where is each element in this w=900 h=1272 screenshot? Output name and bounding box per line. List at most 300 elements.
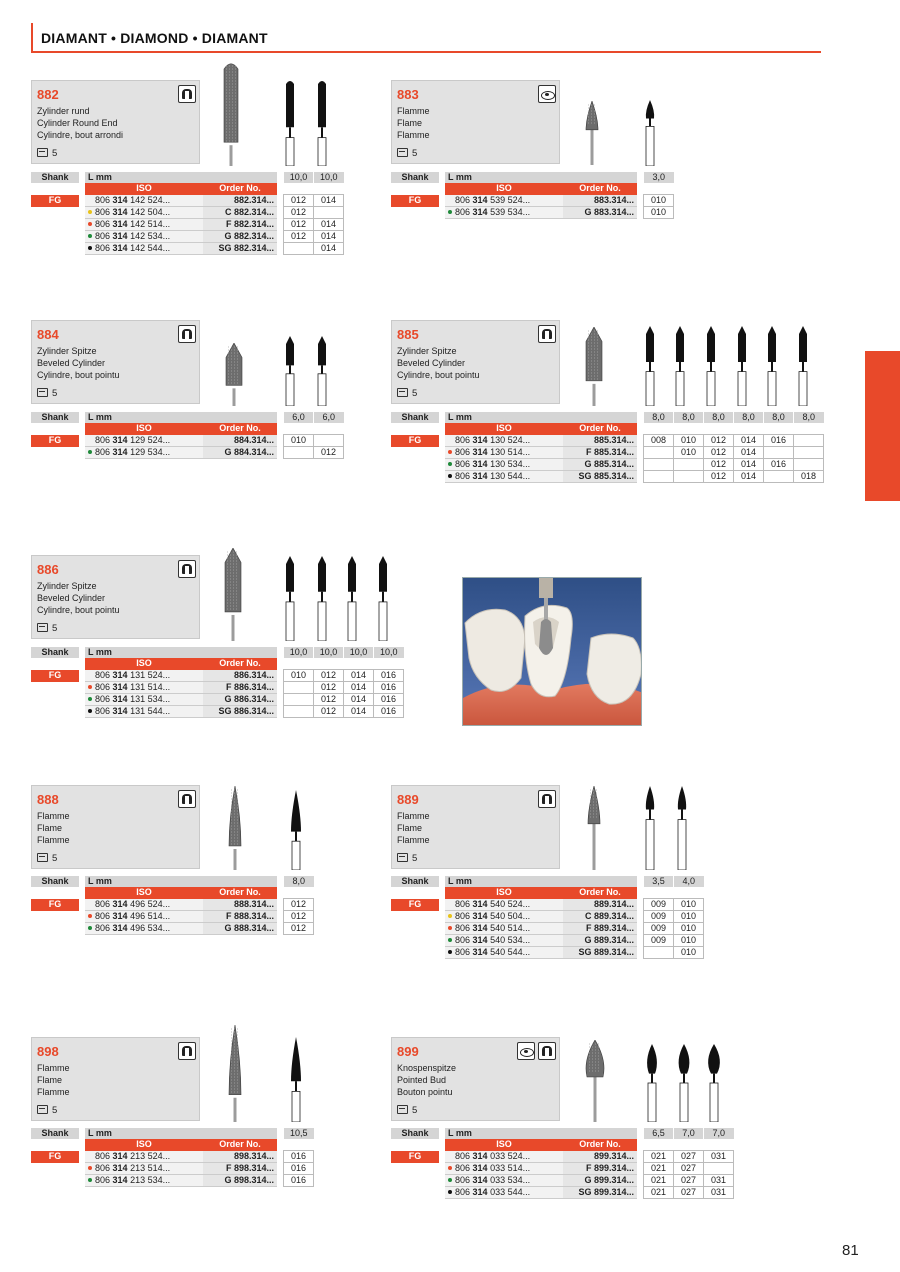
- iso-number: [85, 207, 203, 219]
- product-name-line: Zylinder Spitze: [37, 346, 97, 356]
- length-value: 4,0: [674, 876, 704, 887]
- product-number: 884: [37, 327, 59, 342]
- pack-quantity: [37, 1105, 57, 1116]
- size-cell: 027: [674, 1163, 704, 1175]
- order-number: F 899.314...: [563, 1163, 637, 1175]
- grit-dot-icon: [88, 914, 92, 918]
- length-value: 10,0: [374, 647, 404, 658]
- iso-suffix: 131 514...: [127, 682, 171, 692]
- grit-dot-icon: [448, 938, 452, 942]
- size-cell: 012: [314, 682, 344, 694]
- lmm-label: L mm: [85, 647, 277, 658]
- iso-number: [445, 899, 563, 911]
- bur-photo-883: [577, 101, 607, 167]
- iso-suffix: 540 534...: [487, 935, 531, 945]
- length-value: 7,0: [674, 1128, 704, 1139]
- iso-number: [445, 935, 563, 947]
- pack-count: 5: [412, 148, 418, 159]
- size-cell: 010: [674, 911, 704, 923]
- iso-shank-code: 314: [112, 1163, 128, 1173]
- bur-silhouette-icon: [280, 336, 300, 406]
- size-cell: 016: [374, 706, 404, 718]
- iso-suffix: 129 524...: [127, 434, 171, 445]
- order-header: Order No.: [203, 1139, 277, 1151]
- iso-shank-code: 314: [112, 1150, 128, 1161]
- product-name-line: Cylindre, bout pointu: [37, 605, 120, 615]
- iso-number: [445, 1151, 563, 1163]
- tooth-icon: [538, 1042, 556, 1060]
- package-icon: [397, 1105, 408, 1114]
- size-cell: [644, 471, 674, 483]
- column-header-row: [391, 423, 824, 435]
- shank-type-badge: FG: [391, 435, 439, 447]
- size-cell: 027: [674, 1187, 704, 1199]
- bur-silhouette-icon: [793, 326, 813, 406]
- size-cell: [674, 459, 704, 471]
- size-cell: 012: [284, 195, 314, 207]
- size-cell: 010: [674, 947, 704, 959]
- size-cell: 014: [734, 459, 764, 471]
- length-value: 6,0: [284, 412, 314, 423]
- order-number: 883.314...: [563, 195, 637, 207]
- iso-shank-code: 314: [112, 706, 128, 716]
- size-cell: 010: [674, 435, 704, 447]
- package-icon: [397, 388, 408, 397]
- iso-number: [445, 1187, 563, 1199]
- product-names: [37, 580, 120, 616]
- iso-prefix: 806: [455, 434, 473, 445]
- order-number: C 889.314...: [563, 911, 637, 923]
- spec-table-885: [391, 412, 824, 483]
- iso-prefix: 806: [455, 459, 473, 469]
- product-name-line: Flamme: [37, 1087, 70, 1097]
- length-value: 8,0: [644, 412, 674, 423]
- size-cell: [284, 243, 314, 255]
- bur-silhouette-icon: [732, 326, 752, 406]
- iso-suffix: 033 544...: [487, 1187, 531, 1197]
- shank-label: Shank: [391, 876, 439, 887]
- size-cell: 010: [284, 670, 314, 682]
- iso-prefix: 806: [455, 923, 473, 933]
- iso-prefix: 806: [95, 1175, 113, 1185]
- page-number: 81: [842, 1242, 859, 1259]
- product-block-886: [31, 555, 201, 641]
- product-name-line: Pointed Bud: [397, 1075, 447, 1085]
- length-value: 10,0: [284, 172, 314, 183]
- bur-silhouette-icon: [762, 326, 782, 406]
- iso-shank-code: 314: [472, 947, 488, 957]
- product-name-line: Flamme: [37, 1063, 70, 1073]
- iso-shank-code: 314: [112, 447, 128, 457]
- iso-suffix: 130 544...: [487, 471, 531, 481]
- iso-suffix: 131 534...: [127, 694, 171, 704]
- size-cell: [314, 207, 344, 219]
- spec-table-883: [391, 172, 674, 219]
- length-value: 8,0: [734, 412, 764, 423]
- grit-dot-icon: [448, 450, 452, 454]
- table-row: [391, 923, 704, 935]
- iso-header: ISO: [445, 423, 563, 435]
- size-cell: 010: [644, 207, 674, 219]
- pack-quantity: [37, 388, 57, 399]
- application-icons: [178, 85, 196, 103]
- product-names: [37, 345, 120, 381]
- bur-silhouette-icon: [373, 556, 393, 641]
- size-cell: 009: [644, 899, 674, 911]
- iso-suffix: 131 524...: [127, 669, 171, 680]
- size-cell: 014: [314, 231, 344, 243]
- iso-shank-code: 314: [112, 923, 128, 933]
- product-name-line: Flamme: [37, 811, 70, 821]
- length-value: 6,5: [644, 1128, 674, 1139]
- iso-number: [85, 923, 203, 935]
- bur-photo-886: [218, 548, 248, 643]
- size-cell: 031: [704, 1187, 734, 1199]
- spec-table-889: [391, 876, 704, 959]
- iso-prefix: 806: [95, 219, 113, 229]
- iso-suffix: 130 534...: [487, 459, 531, 469]
- pack-quantity: [397, 388, 417, 399]
- pack-quantity: [397, 1105, 417, 1116]
- table-row: [31, 911, 314, 923]
- pack-count: 5: [412, 853, 418, 864]
- application-icons: [538, 790, 556, 808]
- table-row: [31, 670, 404, 682]
- bur-silhouette-icon: [640, 326, 660, 406]
- size-cell: [764, 447, 794, 459]
- iso-number: [445, 923, 563, 935]
- iso-shank-code: 314: [472, 207, 488, 217]
- length-row: [391, 412, 824, 423]
- size-cell: 009: [644, 911, 674, 923]
- shank-label: Shank: [31, 412, 79, 423]
- product-number: 882: [37, 87, 59, 102]
- iso-suffix: 129 534...: [127, 447, 171, 457]
- iso-suffix: 142 544...: [127, 243, 171, 253]
- grit-dot-icon: [88, 697, 92, 701]
- iso-number: [85, 899, 203, 911]
- iso-shank-code: 314: [112, 194, 128, 205]
- size-cell: 021: [644, 1163, 674, 1175]
- product-name-line: Flamme: [37, 835, 70, 845]
- size-cell: 016: [764, 435, 794, 447]
- grit-dot-icon: [88, 1166, 92, 1170]
- table-row: [391, 899, 704, 911]
- package-icon: [37, 388, 48, 397]
- iso-suffix: 142 504...: [127, 207, 171, 217]
- tooth-icon: [178, 85, 196, 103]
- column-header-row: [31, 658, 404, 670]
- length-row: [391, 172, 674, 183]
- product-name-line: Flamme: [397, 130, 430, 140]
- bur-silhouette-icon: [674, 1044, 694, 1122]
- size-cell: 010: [674, 923, 704, 935]
- iso-prefix: 806: [95, 447, 113, 457]
- iso-prefix: 806: [455, 935, 473, 945]
- order-number: C 882.314...: [203, 207, 277, 219]
- iso-suffix: 496 524...: [127, 898, 171, 909]
- iso-number: [445, 459, 563, 471]
- length-row: [391, 1128, 734, 1139]
- size-cell: 016: [374, 694, 404, 706]
- order-number: F 898.314...: [203, 1163, 277, 1175]
- grit-dot-icon: [448, 210, 452, 214]
- bur-photo-898: [220, 1025, 250, 1124]
- grit-dot-icon: [88, 685, 92, 689]
- size-cell: [794, 447, 824, 459]
- order-number: G 888.314...: [203, 923, 277, 935]
- iso-prefix: 806: [455, 207, 473, 217]
- size-cell: 012: [284, 923, 314, 935]
- iso-number: [85, 670, 203, 682]
- product-name-line: Beveled Cylinder: [397, 358, 466, 368]
- table-row: [31, 1151, 314, 1163]
- iso-prefix: 806: [95, 911, 113, 921]
- application-icons: [517, 1042, 556, 1060]
- order-number: SG 899.314...: [563, 1187, 637, 1199]
- table-row: [31, 447, 344, 459]
- size-cell: 014: [734, 447, 764, 459]
- order-number: F 888.314...: [203, 911, 277, 923]
- size-cell: 012: [284, 219, 314, 231]
- product-number: 886: [37, 562, 59, 577]
- iso-prefix: 806: [95, 1163, 113, 1173]
- product-names: [397, 105, 430, 141]
- tooth-icon: [178, 325, 196, 343]
- table-row: [31, 195, 344, 207]
- product-names: [397, 345, 480, 381]
- grit-dot-icon: [88, 926, 92, 930]
- product-name-line: Flame: [397, 118, 423, 128]
- iso-suffix: 213 514...: [127, 1163, 171, 1173]
- product-name-line: Zylinder Spitze: [37, 581, 97, 591]
- crown-icon: [517, 1042, 535, 1060]
- product-name-line: Zylinder Spitze: [397, 346, 457, 356]
- iso-suffix: 539 524...: [487, 194, 531, 205]
- shank-label: Shank: [391, 172, 439, 183]
- iso-shank-code: 314: [112, 219, 128, 229]
- order-number: G 882.314...: [203, 231, 277, 243]
- length-value: 10,0: [284, 647, 314, 658]
- order-number: F 889.314...: [563, 923, 637, 935]
- length-value: 8,0: [764, 412, 794, 423]
- table-row: [31, 923, 314, 935]
- iso-shank-code: 314: [472, 434, 488, 445]
- iso-shank-code: 314: [472, 459, 488, 469]
- shank-label: Shank: [391, 1128, 439, 1139]
- product-number: 888: [37, 792, 59, 807]
- table-row: [391, 947, 704, 959]
- grit-dot-icon: [88, 222, 92, 226]
- pack-quantity: [37, 148, 57, 159]
- table-row: [31, 207, 344, 219]
- iso-number: [85, 195, 203, 207]
- iso-number: [445, 1163, 563, 1175]
- iso-header: ISO: [85, 887, 203, 899]
- table-row: [391, 471, 824, 483]
- shank-type-badge: FG: [391, 899, 439, 911]
- size-cell: 012: [284, 911, 314, 923]
- product-name-line: Cylindre, bout pointu: [397, 370, 480, 380]
- application-icons: [178, 1042, 196, 1060]
- size-cell: 021: [644, 1187, 674, 1199]
- iso-prefix: 806: [95, 231, 113, 241]
- bur-silhouette-icon: [312, 556, 332, 641]
- table-row: [31, 899, 314, 911]
- iso-number: [85, 706, 203, 718]
- size-cell: 012: [314, 670, 344, 682]
- iso-number: [445, 911, 563, 923]
- spec-table-884: [31, 412, 344, 459]
- product-names: [397, 1062, 456, 1098]
- iso-prefix: 806: [455, 947, 473, 957]
- bur-photo-885: [579, 327, 609, 408]
- length-value: 8,0: [284, 876, 314, 887]
- product-block-889: [391, 785, 561, 871]
- iso-shank-code: 314: [112, 207, 128, 217]
- iso-header: ISO: [445, 1139, 563, 1151]
- product-name-line: Bouton pointu: [397, 1087, 453, 1097]
- table-row: [31, 706, 404, 718]
- iso-shank-code: 314: [472, 471, 488, 481]
- shank-label: Shank: [31, 647, 79, 658]
- size-cell: 012: [284, 231, 314, 243]
- application-icons: [538, 325, 556, 343]
- size-cell: [644, 459, 674, 471]
- iso-prefix: 806: [455, 1163, 473, 1173]
- column-header-row: [391, 183, 674, 195]
- application-icons: [178, 560, 196, 578]
- iso-header: ISO: [85, 183, 203, 195]
- order-number: G 898.314...: [203, 1175, 277, 1187]
- iso-suffix: 496 534...: [127, 923, 171, 933]
- order-header: Order No.: [203, 658, 277, 670]
- iso-prefix: 806: [95, 207, 113, 217]
- size-cell: [674, 471, 704, 483]
- iso-number: [445, 1175, 563, 1187]
- bur-silhouette-icon: [312, 336, 332, 406]
- size-cell: [794, 435, 824, 447]
- grit-dot-icon: [448, 1190, 452, 1194]
- size-cell: 014: [314, 219, 344, 231]
- shank-label: Shank: [31, 1128, 79, 1139]
- shank-type-badge: FG: [31, 670, 79, 682]
- size-cell: 012: [314, 447, 344, 459]
- size-cell: 010: [674, 899, 704, 911]
- iso-header: ISO: [85, 1139, 203, 1151]
- lmm-label: L mm: [445, 1128, 637, 1139]
- product-block-882: [31, 80, 201, 166]
- iso-prefix: 806: [95, 243, 113, 253]
- iso-number: [85, 243, 203, 255]
- size-cell: [794, 459, 824, 471]
- pack-count: 5: [52, 623, 58, 634]
- spec-table-899: [391, 1128, 734, 1199]
- size-cell: [644, 947, 674, 959]
- size-cell: [644, 447, 674, 459]
- size-cell: 018: [794, 471, 824, 483]
- length-row: [31, 876, 314, 887]
- iso-shank-code: 314: [112, 911, 128, 921]
- product-name-line: Beveled Cylinder: [37, 358, 106, 368]
- shank-label: Shank: [31, 172, 79, 183]
- iso-prefix: 806: [455, 471, 473, 481]
- iso-prefix: 806: [95, 898, 113, 909]
- size-cell: [284, 694, 314, 706]
- iso-shank-code: 314: [112, 682, 128, 692]
- size-cell: 016: [764, 459, 794, 471]
- grit-dot-icon: [88, 210, 92, 214]
- order-number: G 886.314...: [203, 694, 277, 706]
- product-name-line: Flamme: [397, 811, 430, 821]
- shank-type-badge: FG: [31, 1151, 79, 1163]
- bur-silhouette-icon: [280, 556, 300, 641]
- grit-dot-icon: [88, 709, 92, 713]
- pack-quantity: [397, 148, 417, 159]
- product-block-883: [391, 80, 561, 166]
- iso-suffix: 540 504...: [487, 911, 531, 921]
- product-info-box: [31, 1037, 200, 1121]
- product-names: [37, 1062, 70, 1098]
- size-cell: 016: [374, 682, 404, 694]
- size-cell: 009: [644, 923, 674, 935]
- size-cell: 014: [344, 694, 374, 706]
- size-cell: 012: [704, 447, 734, 459]
- size-cell: 014: [734, 471, 764, 483]
- lmm-label: L mm: [445, 876, 637, 887]
- iso-shank-code: 314: [472, 1150, 488, 1161]
- iso-shank-code: 314: [112, 243, 128, 253]
- length-row: [391, 876, 704, 887]
- size-cell: 031: [704, 1175, 734, 1187]
- iso-prefix: 806: [95, 669, 113, 680]
- iso-suffix: 142 534...: [127, 231, 171, 241]
- package-icon: [37, 853, 48, 862]
- iso-prefix: 806: [455, 911, 473, 921]
- order-number: 898.314...: [203, 1151, 277, 1163]
- shank-type-badge: FG: [391, 1151, 439, 1163]
- iso-shank-code: 314: [472, 911, 488, 921]
- side-tab-marker: [865, 351, 900, 501]
- iso-number: [445, 195, 563, 207]
- product-info-box: [31, 80, 200, 164]
- size-cell: 010: [674, 935, 704, 947]
- iso-number: [85, 911, 203, 923]
- iso-suffix: 130 514...: [487, 447, 531, 457]
- bur-silhouette-icon: [670, 326, 690, 406]
- product-block-884: [31, 320, 201, 406]
- iso-number: [85, 1175, 203, 1187]
- length-row: [31, 647, 404, 658]
- iso-number: [85, 231, 203, 243]
- iso-number: [85, 682, 203, 694]
- spec-table-898: [31, 1128, 314, 1187]
- shank-type-badge: FG: [31, 899, 79, 911]
- package-icon: [397, 148, 408, 157]
- tooth-icon: [538, 325, 556, 343]
- bur-silhouette-icon: [342, 556, 362, 641]
- size-cell: 014: [344, 682, 374, 694]
- iso-number: [85, 694, 203, 706]
- table-row: [391, 1151, 734, 1163]
- size-cell: [704, 1163, 734, 1175]
- product-block-898: [31, 1037, 201, 1123]
- product-name-line: Flame: [37, 823, 63, 833]
- package-icon: [37, 623, 48, 632]
- shank-type-badge: FG: [391, 195, 439, 207]
- iso-number: [85, 1151, 203, 1163]
- product-name-line: Beveled Cylinder: [37, 593, 106, 603]
